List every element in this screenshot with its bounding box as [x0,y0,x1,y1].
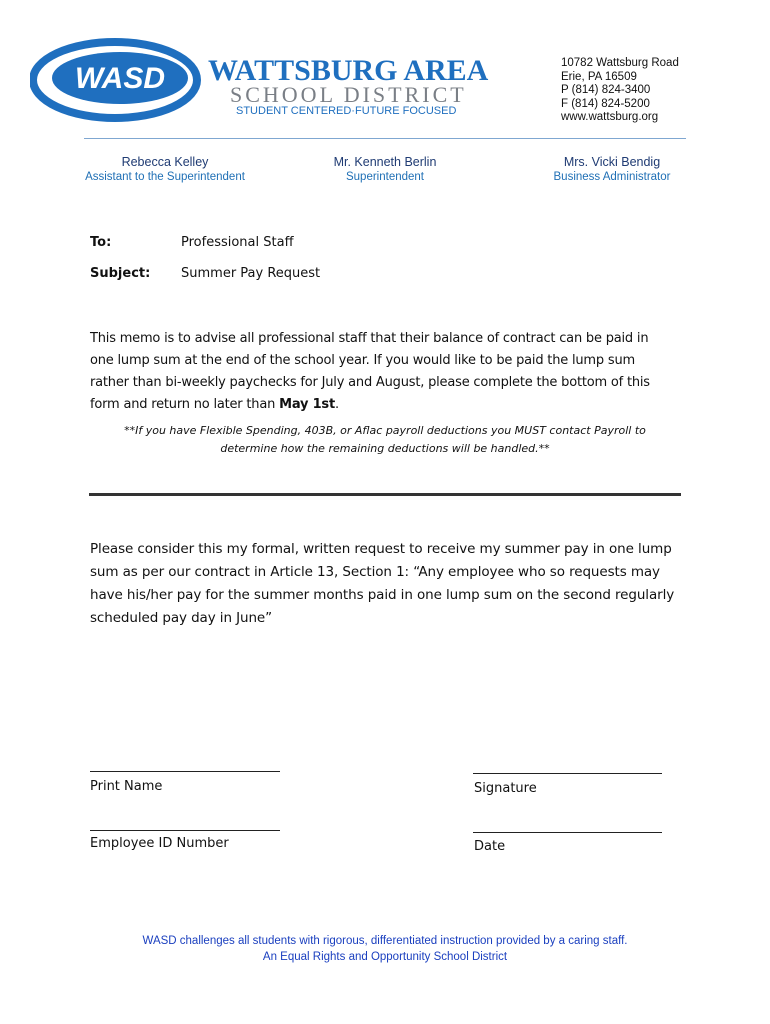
signature-line[interactable] [473,773,662,774]
subject-label: Subject: [90,266,151,281]
officer-superintendent [295,155,475,183]
header-divider [84,138,686,139]
section-divider [89,493,681,496]
logo-subname: SCHOOL DISTRICT [230,82,467,107]
officer-role: Assistant to the Superintendent [85,171,245,183]
footer-mission: WASD challenges all students with rigorous, differentiated instruction provided by a caring staff. [142,935,628,947]
date-label: Date [474,839,506,854]
subject-value: Summer Pay Request [181,266,321,281]
memo-body-text: This memo is to advise all professional staff that their balance of contract can be paid in one lump sum at the end of the school year. If you would like to be paid the lump sum rather than bi-weekly paychecks for July and August, please complete the bottom of this form and return no later than [90,331,650,412]
officer-name: Mrs. Vicki Bendig [563,155,661,169]
officer-role: Business Administrator [553,171,671,183]
memo-body-end: . [335,397,339,412]
memo-deadline: May 1st [279,397,335,412]
officer-name: Rebecca Kelley [121,155,209,169]
employee-id-label: Employee ID Number [90,836,229,851]
to-value: Professional Staff [181,235,294,250]
officer-assistant [70,155,260,183]
payroll-note: **If you have Flexible Spending, 403B, or Aflac payroll deductions you MUST contact Payroll to determine how the remaining deductions will be handled.** [124,424,646,455]
website-link[interactable]: www.wattsburg.org [561,111,659,123]
date-line[interactable] [473,832,662,833]
logo-mark: WASD [75,62,165,95]
signature-label: Signature [474,781,537,796]
footer-equal-rights: An Equal Rights and Opportunity School District [262,951,508,963]
contact-block [561,57,679,125]
print-name-label: Print Name [90,779,163,794]
phone-number: P (814) 824-3400 [561,84,651,96]
to-label: To: [90,235,112,250]
request-text: Please consider this my formal, written request to receive my summer pay in one lump sum as per our contract in Article 13, Section 1: “Any employee who so requests may have his/her pay for the summer months paid in one lump sum on the second regularly scheduled pay day in June” [90,541,675,626]
address-line-2: Erie, PA 16509 [561,70,637,83]
officer-name: Mr. Kenneth Berlin [333,155,437,169]
footer [0,933,770,965]
officer-role: Superintendent [345,171,424,183]
print-name-line[interactable] [90,771,280,772]
memo-body [90,328,675,416]
employee-id-line[interactable] [90,830,280,831]
logo-tagline: STUDENT CENTERED·FUTURE FOCUSED [236,105,457,117]
logo-name: WATTSBURG AREA [208,54,489,87]
officer-business-admin [522,155,702,183]
district-logo [30,34,490,129]
fax-number: F (814) 824-5200 [561,97,650,110]
address-line-1: 10782 Wattsburg Road [561,57,679,69]
